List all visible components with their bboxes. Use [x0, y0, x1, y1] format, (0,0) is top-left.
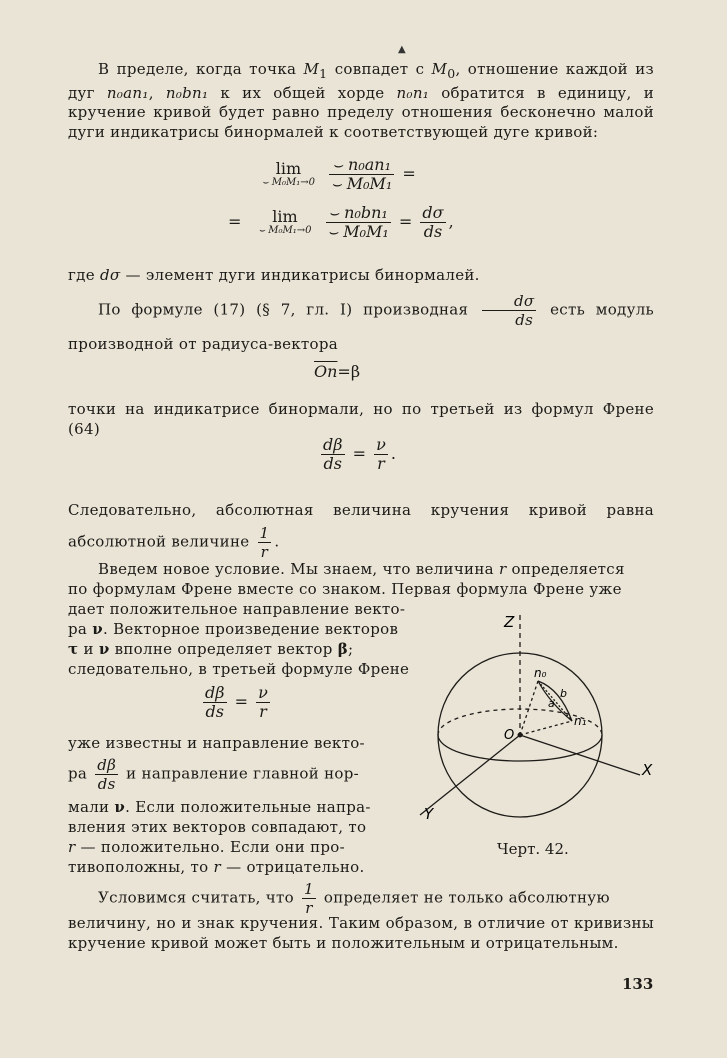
label-a: a: [548, 697, 555, 710]
radius-n0: [520, 681, 538, 735]
label-n1: n₁: [574, 714, 587, 728]
formula-frenet-3-repeat: $\frac{d\beta}{ds}$ = $\frac{\nu}{r}$: [205, 683, 268, 721]
paragraph-7-line-6: тивоположны, то r — отрицательно.: [68, 858, 365, 876]
paragraph-8-line-1: Условимся считать, что $\frac{1}{r}$ определяет не только абсолютную: [98, 880, 610, 917]
paragraph-6-line-4: ра ν. Векторное произведение векторов: [68, 620, 399, 638]
paragraph-6-line-5: τ и ν вполне определяет вектор β;: [68, 640, 354, 658]
page-number: 133: [622, 975, 654, 993]
top-mark: ▲: [398, 44, 406, 55]
label-b: b: [560, 687, 567, 700]
formula-limit-1: lim ⌣ M₀M₁→0 $\frac{\text{⌣ n₀an₁}}{\text{⌣ M₀M₁}}$ =: [262, 155, 416, 193]
paragraph-6-line-2: по формулам Френе вместе со знаком. Первая формула Френе уже: [68, 580, 622, 598]
figure-caption: Черт. 42.: [497, 840, 569, 858]
paragraph-7-line-5: r — положительно. Если они про-: [68, 838, 345, 856]
paragraph-2: где dσ — элемент дуги индикатрисы бинормалей.: [68, 266, 480, 284]
equator-front: [438, 735, 602, 761]
formula-frenet-3: $\frac{d\beta}{ds}$ = $\frac{\nu}{r}$ .: [323, 435, 396, 473]
origin-point: [518, 733, 523, 738]
paragraph-4: точки на индикатрисе бинормали, но по третьей из формул Френе (64): [68, 400, 654, 438]
paragraph-6-line-3: дает положительное направление векто-: [68, 600, 406, 618]
y-axis: [420, 735, 520, 815]
paragraph-6-line-1: Введем новое условие. Мы знаем, что величина r определяется: [98, 560, 625, 578]
paragraph-3: По формуле (17) (§ 7, гл. I) производная $\frac{d\sigma}{ds}$ есть модуль производной от радиуса-вектора: [68, 292, 654, 353]
label-z: Z: [504, 613, 515, 631]
paragraph-6-line-6: следовательно, в третьей формуле Френе: [68, 660, 410, 678]
paragraph-7-line-3: мали ν. Если положительные напра-: [68, 798, 371, 816]
label-n0: n₀: [534, 666, 547, 680]
formula-radius-vector: $\overline{On}=\beta$: [314, 362, 361, 381]
paragraph-7-line-2: ра $\frac{d\beta}{ds}$ и направление главной нор-: [68, 756, 359, 793]
figure-42-sphere: [410, 605, 660, 835]
paragraph-7-line-4: вления этих векторов совпадают, то: [68, 818, 367, 836]
label-x: X: [642, 761, 653, 779]
paragraph-8-rest: величину, но и знак кручения. Таким образом, в отличие от кривизны кручение кривой может быть и положительным и отрицательным.: [68, 914, 654, 952]
x-axis: [520, 735, 640, 775]
formula-limit-2: = lim ⌣ M₀M₁→0 $\frac{\text{⌣ n₀bn₁}}{\text{⌣ M₀M₁}}$ = $\frac{d\sigma}{ds}$ ,: [228, 203, 454, 241]
paragraph-5: Следовательно, абсолютная величина кручения кривой равна абсолютной величине $\frac{1}{r}$ .: [68, 501, 654, 561]
radius-n1: [520, 721, 572, 735]
label-o: O: [504, 728, 515, 743]
paragraph-1: В пределе, когда точка $M_1$ совпадет с $M_0$, отношение каждой из дуг n₀an₁, n₀bn₁ к их общей хорде n₀n₁ обратится в единицу, и кручение кривой будет равно пределу отношения бесконечно малой дуги индикатрисы бинормалей к соответствующей дуге кривой:: [68, 60, 655, 141]
label-y: Y: [424, 805, 434, 823]
paragraph-7-line-1: уже известны и направление векто-: [68, 734, 365, 752]
